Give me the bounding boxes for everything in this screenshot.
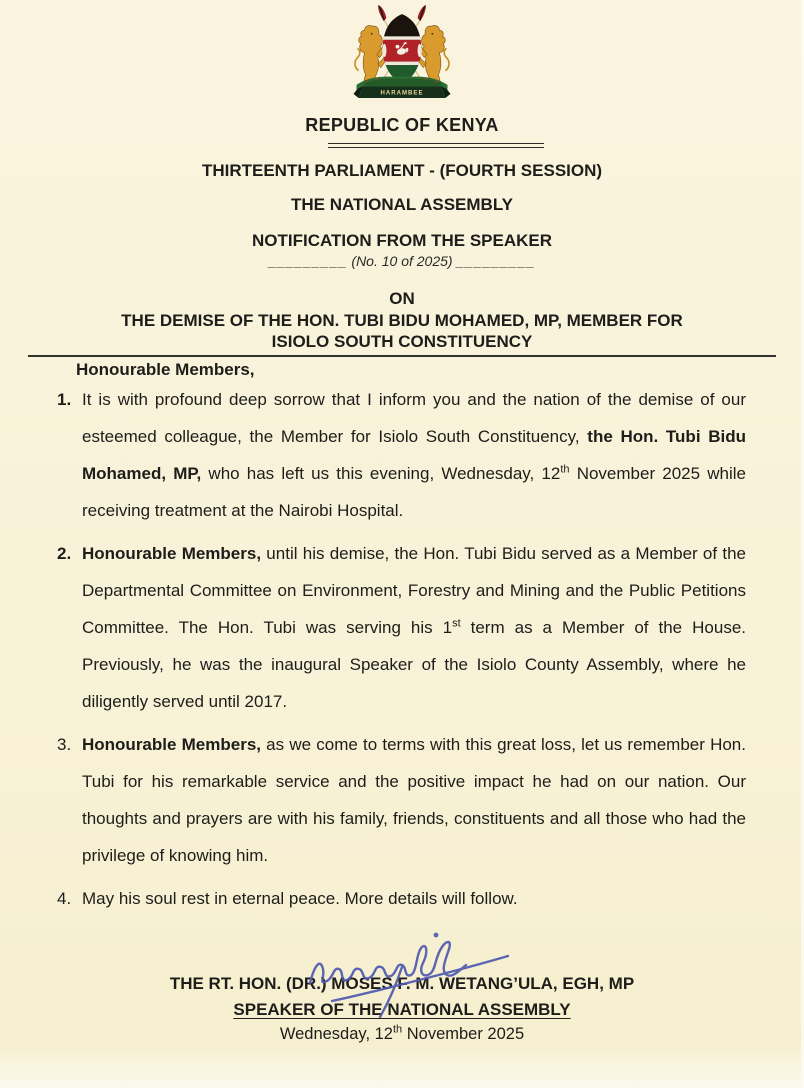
date-suffix: November 2025 <box>402 1025 525 1043</box>
salutation: Honourable Members, <box>76 360 255 379</box>
paragraph-1-seg3: who has left us this evening, Wednesday, 12 <box>201 464 561 483</box>
paragraph-1-seg1: It is with profound deep sorrow that I inform you and the nation of the demise of our esteemed colleague, the Member for Isiolo South Constituency, <box>82 390 746 446</box>
date-ordinal-sup: th <box>392 1023 403 1036</box>
notification-title: NOTIFICATION FROM THE SPEAKER <box>251 231 552 250</box>
paragraph-4-text <box>82 880 746 917</box>
motto-banner-icon <box>353 86 450 98</box>
paragraph-1-text <box>82 381 746 529</box>
paragraph-2-number: 2. <box>57 544 72 563</box>
paragraph-1 <box>57 381 746 529</box>
parliament-session-title: THIRTEENTH PARLIAMENT - (FOURTH SESSION) <box>201 161 603 180</box>
double-rule <box>328 143 544 148</box>
paragraph-2-ordinal-sup: st <box>452 617 461 630</box>
paragraph-2-seg2: until his demise, the Hon. Tubi Bidu served as a Member of the Departmental Committee on Environment, Forestry and Mining and the Public Petitions Committee. The Hon. Tubi was serving his 1 <box>82 544 746 637</box>
kenya-coat-of-arms-icon <box>346 4 458 100</box>
subject-on-label: ON <box>389 289 415 308</box>
paragraph-2-text <box>82 535 746 720</box>
notification-date <box>0 1024 804 1044</box>
speaker-name: THE RT. HON. (DR.) MOSES F. M. WETANG’ULA, EGH, MP <box>169 974 635 993</box>
date-prefix: Wednesday, 12 <box>279 1025 393 1043</box>
paragraph-3-text <box>82 726 746 874</box>
subject-title: THE DEMISE OF THE HON. TUBI BIDU MOHAMED, MP, MEMBER FOR ISIOLO SOUTH CONSTITUENCY <box>121 311 683 351</box>
body-paragraphs <box>57 381 746 917</box>
paragraph-2 <box>57 535 746 720</box>
paragraph-4-seg1: May his soul rest in eternal peace. More details will follow. <box>82 889 518 908</box>
paragraph-1-number: 1. <box>57 390 72 409</box>
paragraph-1-name-bold: the Hon. Tubi Bidu Mohamed, MP, <box>82 427 746 483</box>
number-right-rule: _________ <box>456 253 536 269</box>
paragraph-4 <box>57 880 746 917</box>
notification-number: (No. 10 of 2025) <box>351 253 453 269</box>
signature-block <box>0 973 804 1044</box>
paragraph-3 <box>57 726 746 874</box>
number-left-rule: _________ <box>268 253 348 269</box>
paragraph-2-seg3: term as a Member of the House. Previously, he was the inaugural Speaker of the Isiolo County Assembly, where he diligently served until 2017. <box>82 618 746 711</box>
subject-divider-rule <box>28 355 776 357</box>
paragraph-1-ordinal-sup: th <box>560 463 570 476</box>
paragraph-3-lead-bold: Honourable Members, <box>82 735 261 754</box>
paragraph-3-number: 3. <box>57 735 72 754</box>
paragraph-4-number: 4. <box>57 889 72 908</box>
speaker-designation: SPEAKER OF THE NATIONAL ASSEMBLY <box>233 1000 571 1019</box>
notification-number-line <box>0 252 804 270</box>
republic-title: REPUBLIC OF KENYA <box>305 115 499 135</box>
harambee-motto: HARAMBEE <box>380 90 424 97</box>
paragraph-2-lead-bold: Honourable Members, <box>82 544 262 563</box>
paragraph-1-seg4: November 2025 while receiving treatment at the Nairobi Hospital. <box>82 464 746 520</box>
national-assembly-title: THE NATIONAL ASSEMBLY <box>291 195 513 214</box>
paragraph-3-seg2: as we come to terms with this great loss, let us remember Hon. Tubi for his remarkable service and the positive impact he had on our nation. Our thoughts and prayers are with his family, friends, constituents and all those who had the privilege of knowing him. <box>82 735 746 865</box>
